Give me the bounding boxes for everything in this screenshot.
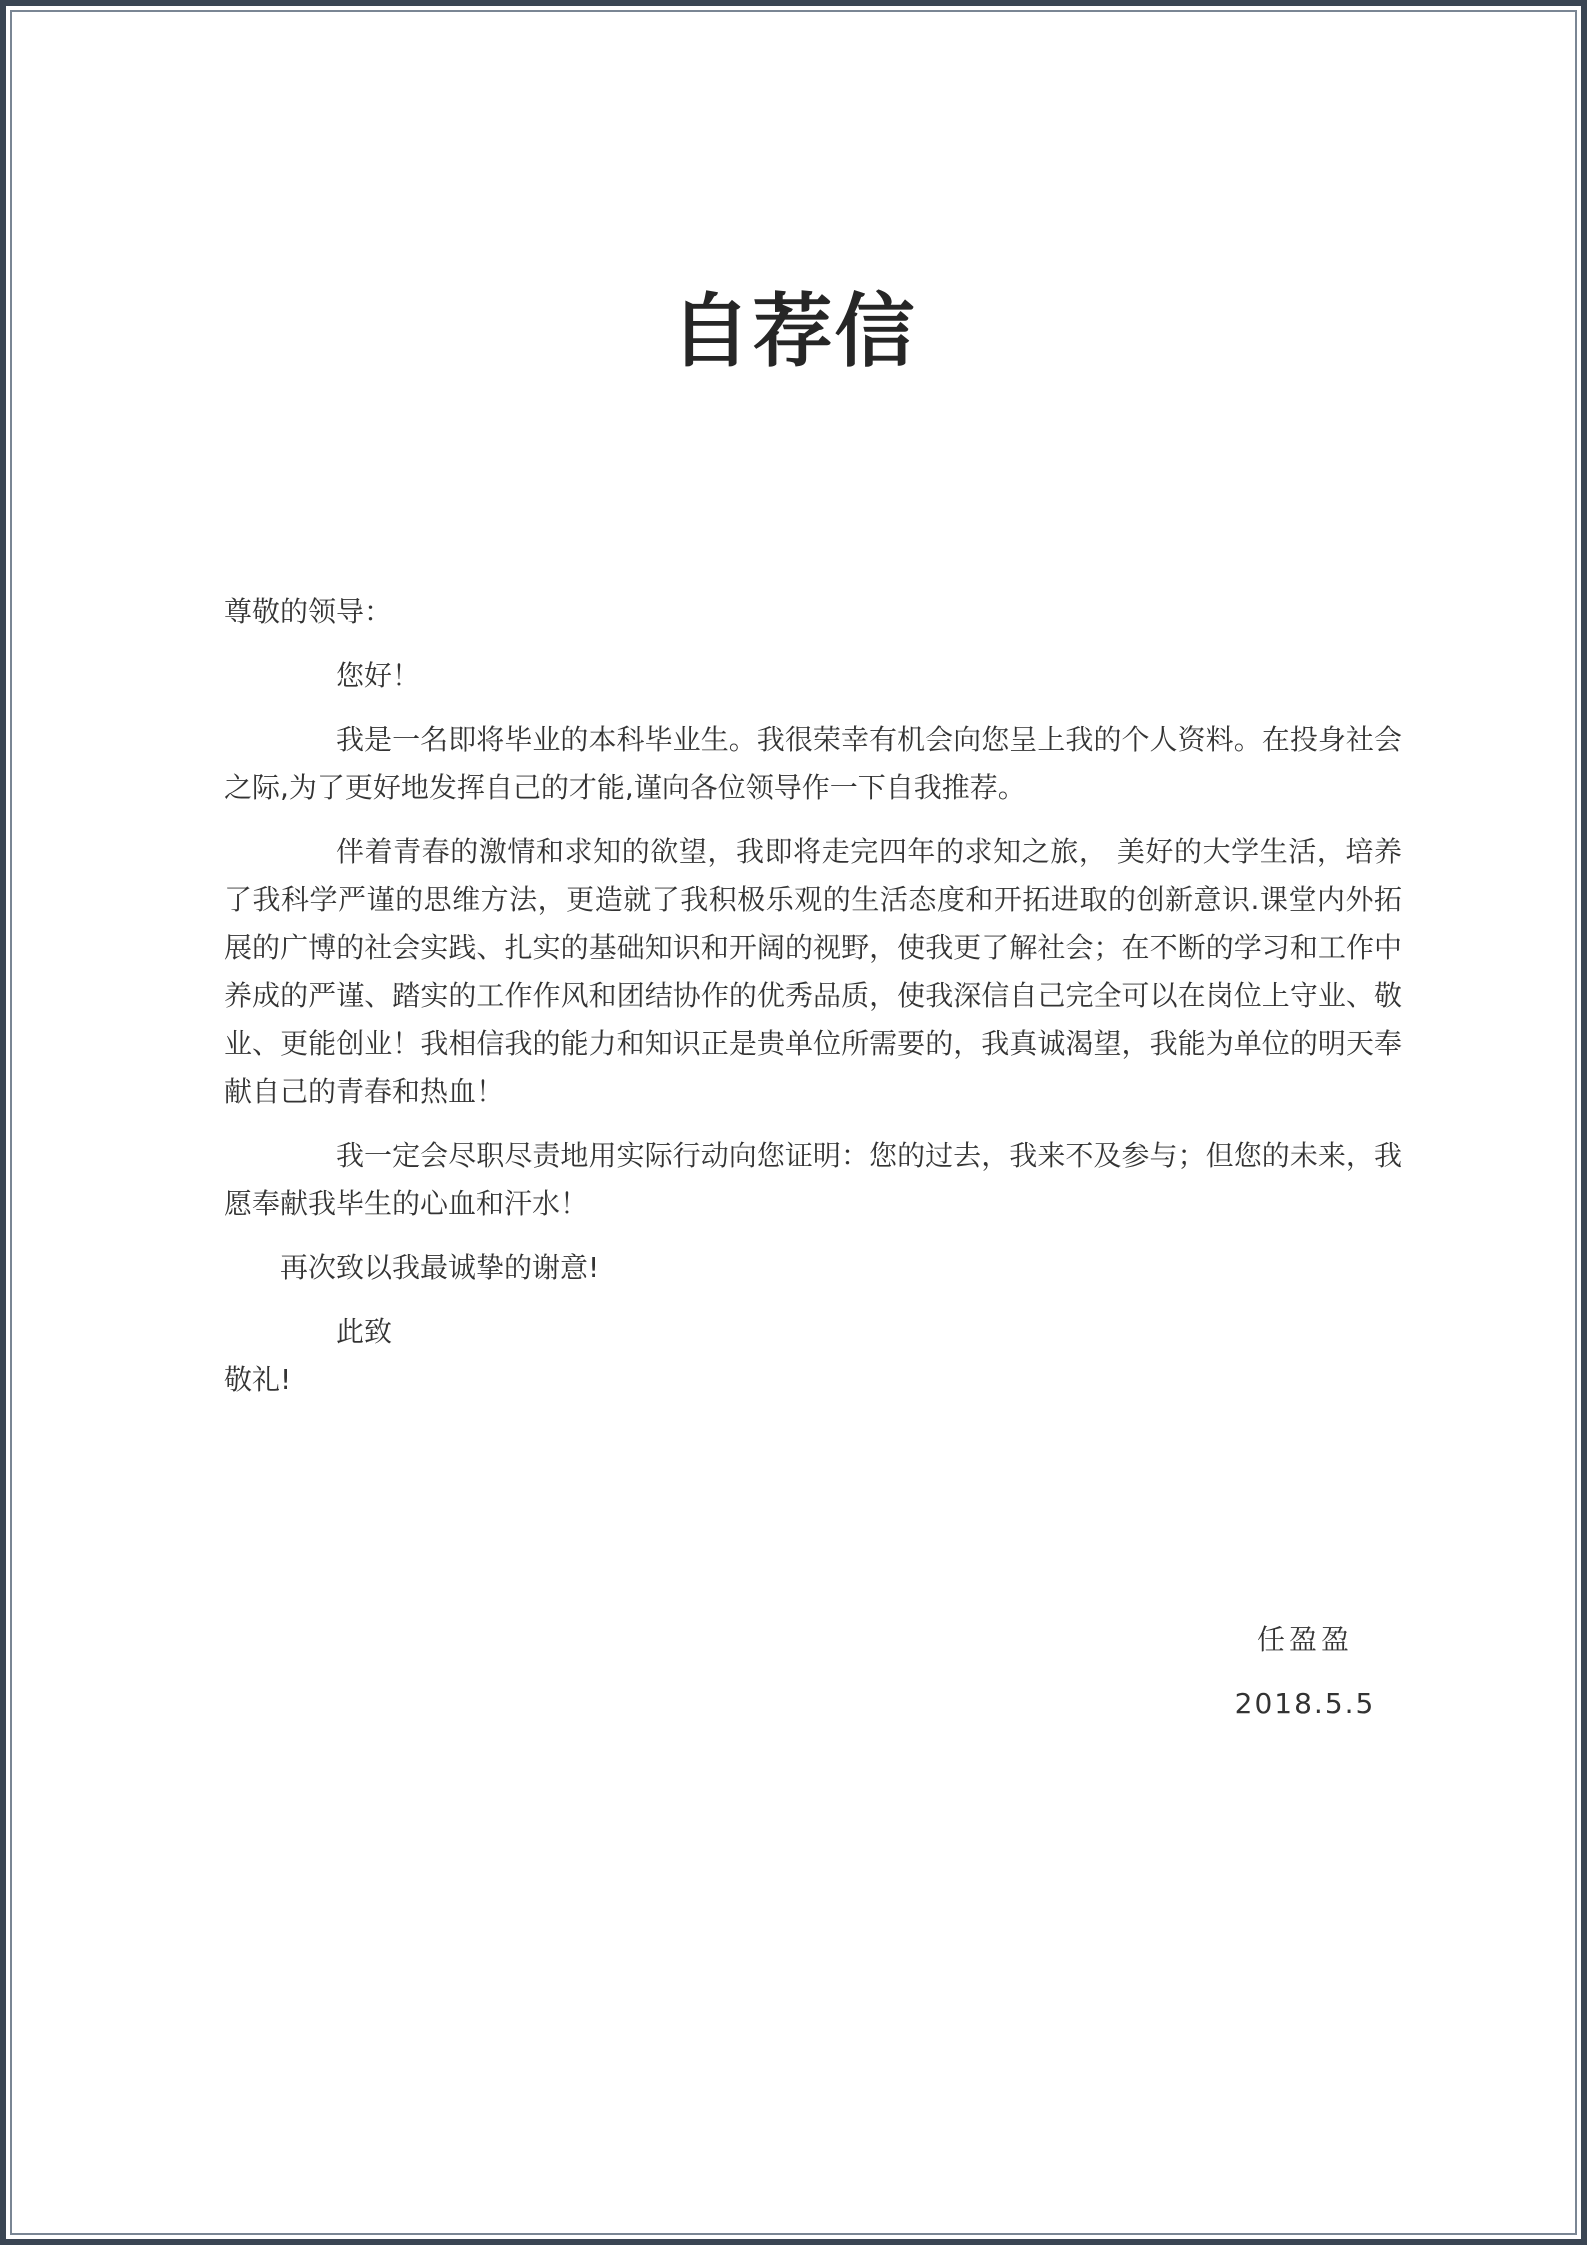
thanks-line: 再次致以我最诚挚的谢意! [280,1251,600,1284]
signature-date: 2018.5.5 [1234,1687,1376,1720]
letter-body [224,588,1402,1404]
closing-ci-zhi: 此致 [336,1315,393,1348]
document-title: 自荐信 [670,285,917,378]
signature-block [1180,1608,1430,1736]
paragraph-intro: 我是一名即将毕业的本科毕业生。我很荣幸有机会向您呈上我的个人资料。在投身社会之际,为了更好地发挥自己的才能,谨向各位领导作一下自我推荐。 [224,723,1402,804]
closing-jing-li: 敬礼! [224,1363,292,1396]
salutation: 尊敬的领导： [224,595,393,628]
greeting: 您好！ [336,659,421,692]
paragraph-commitment: 我一定会尽职尽责地用实际行动向您证明：您的过去，我来不及参与；但您的未来，我愿奉献我毕生的心血和汗水！ [224,1139,1402,1220]
signature-name: 任盈盈 [1256,1623,1353,1656]
paragraph-body: 伴着青春的激情和求知的欲望，我即将走完四年的求知之旅， 美好的大学生活，培养了我科学严谨的思维方法，更造就了我积极乐观的生活态度和开拓进取的创新意识.课堂内外拓展的广博的社会实践、扎实的基础知识和开阔的视野，使我更了解社会；在不断的学习和工作中养成的严谨、踏实的工作作风和团结协作的优秀品质，使我深信自己完全可以在岗位上守业、敬业、更能创业！我相信我的能力和知识正是贵单位所需要的，我真诚渴望，我能为单位的明天奉献自己的青春和热血！ [224,835,1402,1108]
